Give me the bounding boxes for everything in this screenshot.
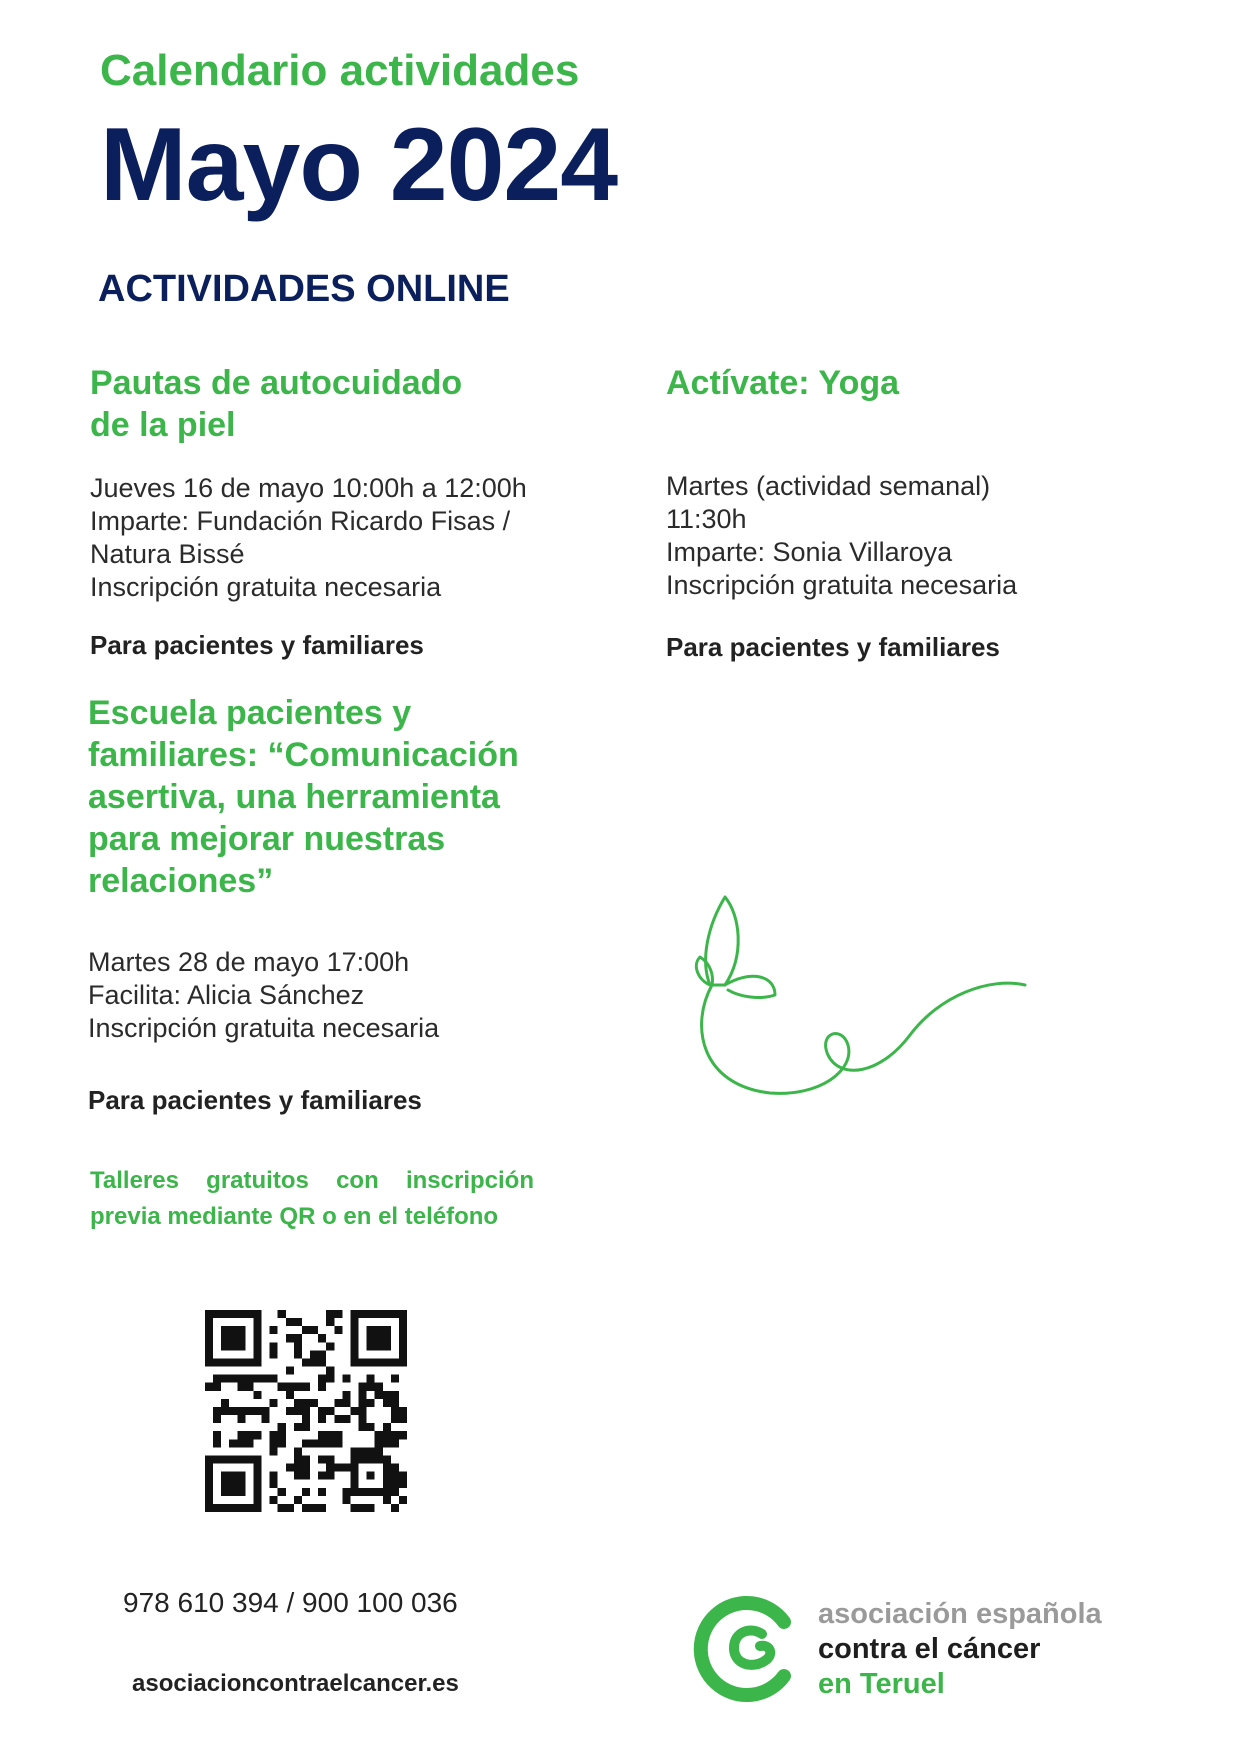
notice-line2: previa mediante QR o en el teléfono [90, 1203, 499, 1230]
qr-code-icon [205, 1310, 407, 1512]
organization-name [818, 1597, 1102, 1702]
activity-details: Martes (actividad semanal) 11:30h Imparte: Sonia Villaroya Inscripción gratuita necesaria [666, 471, 1018, 600]
activity-details: Jueves 16 de mayo 10:00h a 12:00h Imparte: Fundación Ricardo Fisas / Natura Bissé Inscripción gratuita necesaria [90, 473, 527, 602]
activity-audience: Para pacientes y familiares [666, 632, 1000, 662]
org-line-1: asociación española [818, 1598, 1102, 1630]
activity-school [88, 692, 628, 1116]
activity-title: Escuela pacientes y familiares: “Comunicación asertiva, una herramienta para mejorar nuestras relaciones” [88, 694, 519, 900]
notice-line1: Talleres gratuitos con inscripción [90, 1167, 534, 1194]
activity-title-line1: Pautas de autocuidado [90, 364, 463, 402]
registration-notice [90, 1163, 534, 1235]
aecc-logo-icon [692, 1594, 802, 1704]
activity-audience: Para pacientes y familiares [88, 1085, 422, 1115]
org-line-3: en Teruel [818, 1668, 945, 1700]
section-heading: ACTIVIDADES ONLINE [98, 268, 510, 310]
page-title: Mayo 2024 [100, 107, 618, 223]
page-subtitle: Calendario actividades [100, 46, 580, 95]
activity-title: Actívate: Yoga [666, 364, 900, 402]
activity-audience: Para pacientes y familiares [90, 630, 424, 660]
website-link[interactable]: asociacioncontraelcancer.es [132, 1670, 459, 1697]
activity-title-line2: de la piel [90, 406, 236, 444]
phone-numbers: 978 610 394 / 900 100 036 [123, 1587, 458, 1618]
org-line-2: contra el cáncer [818, 1633, 1041, 1665]
activity-skin-care [90, 362, 610, 661]
activity-details: Martes 28 de mayo 17:00h Facilita: Alicia Sánchez Inscripción gratuita necesaria [88, 947, 440, 1043]
activity-yoga [666, 362, 1186, 663]
butterfly-icon [670, 885, 1050, 1100]
